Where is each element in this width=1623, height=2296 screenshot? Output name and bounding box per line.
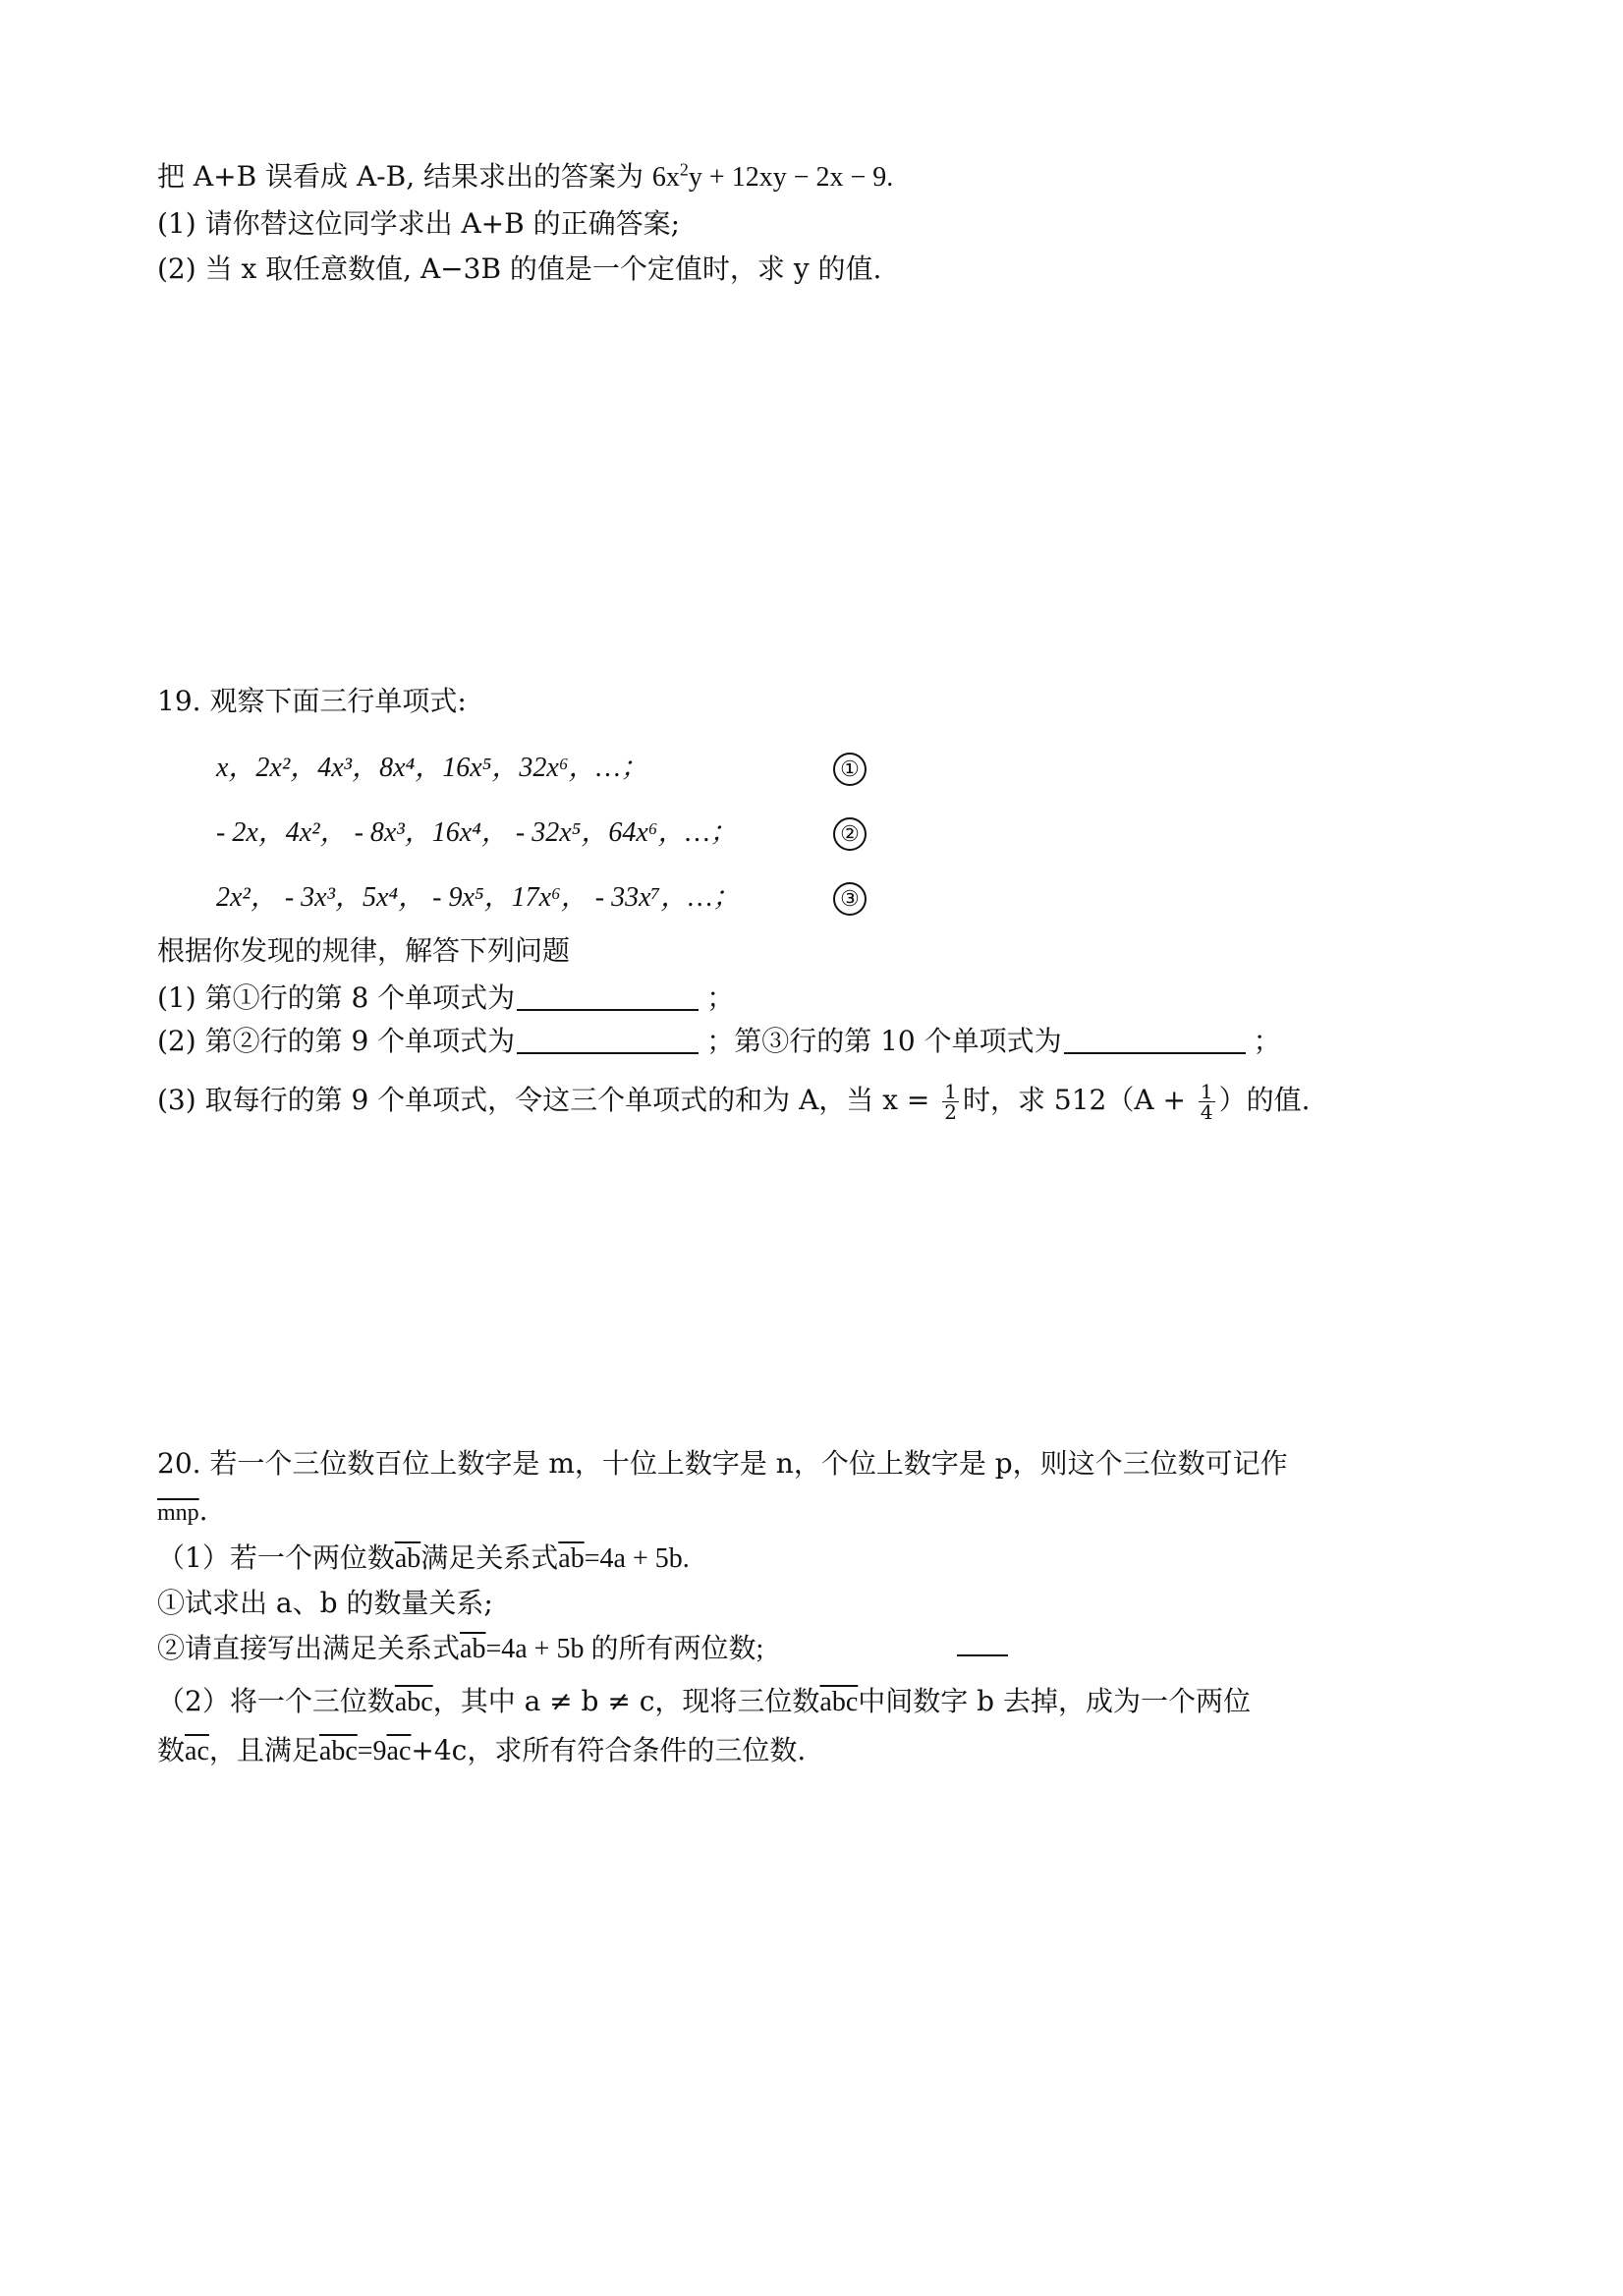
answer-blank-2[interactable]	[517, 1023, 699, 1054]
q18-expression: $6x^2y + 12xy - 2x - 9$.	[651, 159, 894, 193]
overline-mnp: $\overline{mnp}$	[157, 1500, 199, 1526]
q19-part-2: (2) 第②行的第 9 个单项式为 ；第③行的第 10 个单项式为 ；	[157, 1025, 1281, 1057]
q20-part-1-a: ①试求出 a、b 的数量关系;	[157, 1587, 493, 1619]
q18-part-2: (2) 当 x 取任意数值, A−3B 的值是一个定值时，求 y 的值.	[157, 252, 882, 285]
q20-line-2: $\overline{mnp}$.	[157, 1494, 208, 1527]
q19-intro: 根据你发现的规律，解答下列问题	[157, 934, 571, 967]
q18-part-1: (1) 请你替这位同学求出 A+B 的正确答案;	[157, 207, 681, 240]
overline-ac: $\overline{ac}$	[386, 1736, 412, 1766]
overline-ab: $\overline{ab}$	[558, 1543, 585, 1574]
q19-row-2: - 2x，4x²， - 8x³，16x⁴， - 32x⁵，64x⁶，…；	[216, 817, 738, 848]
q19-row-3: 2x²， - 3x³，5x⁴， - 9x⁵，17x⁶， - 33x⁷，…；	[216, 882, 741, 913]
row-marker-2: ②	[833, 817, 867, 851]
q18-text: 把 A+B 误看成 A-B, 结果求出的答案为	[157, 160, 652, 193]
q20-part-2: （2）将一个三位数$\overline{abc}$，其中 a ≠ b ≠ c，现将三位数$\overline{abc}$中间数字 b 去掉，成为一个两位	[157, 1685, 1252, 1717]
fraction-one-quarter: $\frac{1}{4}$	[1200, 1080, 1213, 1124]
q19-title: 19. 观察下面三行单项式:	[157, 685, 467, 717]
q20-part-2-cont: 数$\overline{ac}$，且满足$\overline{abc}=9\overline{ac}+4c$，求所有符合条件的三位数.	[157, 1734, 807, 1766]
q20-line-1: 20. 若一个三位数百位上数字是 m，十位上数字是 n，个位上数字是 p，则这个三位数可记作	[157, 1447, 1288, 1480]
q18-line-1	[157, 155, 893, 199]
overline-abc: $\overline{abc}$	[394, 1687, 433, 1717]
overline-ac: $\overline{ac}$	[185, 1736, 209, 1766]
overline-ab: $\overline{ab}$	[460, 1634, 486, 1664]
q19-part-3: (3) 取每行的第 9 个单项式，令这三个单项式的和为 A，当 x = $\frac{1}{2}$ 时，求 512（A + $\frac{1}{4}$ ）的值.	[157, 1080, 1311, 1124]
overline-ab: $\overline{ab}$	[394, 1543, 421, 1574]
row-marker-3: ③	[833, 882, 867, 916]
overline-abc: $\overline{abc}$	[318, 1736, 358, 1766]
q19-part-1: (1) 第①行的第 8 个单项式为 ；	[157, 981, 735, 1014]
answer-blank-1[interactable]	[517, 980, 699, 1011]
q20-part-1-b: ②请直接写出满足关系式$\overline{ab}=4a + 5b$ 的所有两位数;	[157, 1632, 764, 1664]
q19-row-1: x，2x²，4x³，8x⁴，16x⁵，32x⁶，…；	[216, 753, 648, 783]
stray-line	[957, 1654, 1008, 1656]
row-marker-1: ①	[833, 753, 867, 786]
overline-abc: $\overline{abc}$	[819, 1687, 859, 1717]
q20-part-1: （1）若一个两位数$\overline{ab}$满足关系式$\overline{ab}=4a + 5b$.	[157, 1541, 690, 1574]
answer-blank-3[interactable]	[1064, 1023, 1246, 1054]
fraction-one-half: $\frac{1}{2}$	[944, 1080, 957, 1124]
